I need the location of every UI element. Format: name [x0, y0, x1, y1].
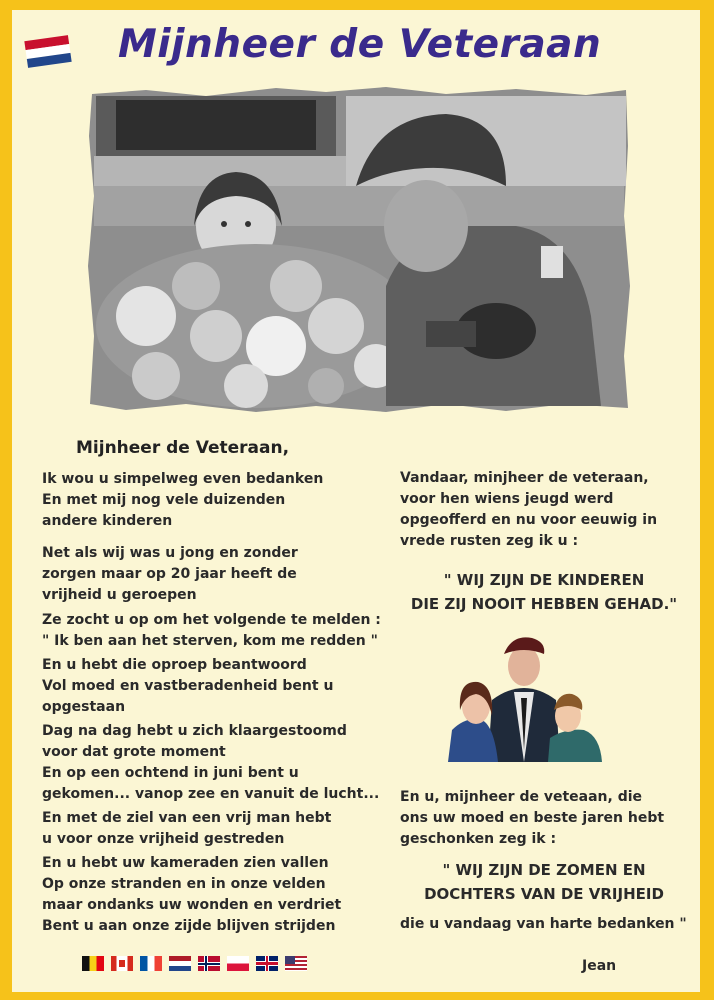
quote-children: " WIJ ZIJN DE KINDEREN DIE ZIJ NOOIT HEBBEN GEHAD."	[410, 571, 678, 613]
left-paragraph: En u hebt uw kameraden zien vallen Op onze stranden en in onze velden maar ondanks uw wonden en verdriet Bent u aan onze zijde blijven strijden	[42, 855, 342, 934]
left-paragraph: Ze zocht u op om het volgende te melden : " Ik ben aan het sterven, kom me redden "	[42, 612, 381, 649]
left-paragraph: Net als wij was u jong en zonder zorgen maar op 20 jaar heeft de vrijheid u geroepen	[42, 545, 298, 603]
closing-line: die u vandaag van harte bedanken "	[400, 916, 687, 932]
netherlands-flag-icon	[169, 956, 191, 971]
quote-freedom: " WIJ ZIJN DE ZOMEN EN DOCHTERS VAN DE VRIJHEID	[424, 861, 664, 903]
usa-flag-icon	[285, 956, 307, 971]
salutation: Mijnheer de Veteraan,	[76, 438, 290, 458]
right-paragraph: En u, mijnheer de veteaan, die ons uw moed en beste jaren hebt geschonken zeg ik :	[400, 789, 665, 847]
right-paragraph: Vandaar, minjheer de veteraan, voor hen wiens jeugd werd opgeofferd en nu voor eeuwig in vrede rusten zeg ik u :	[400, 470, 658, 549]
page-title: Mijnheer de Veteraan	[118, 22, 602, 67]
belgium-flag-icon	[82, 956, 104, 971]
norway-flag-icon	[198, 956, 220, 971]
veteran-children-photo	[448, 630, 604, 762]
left-paragraph: En u hebt die oproep beantwoord Vol moed en vastberadenheid bent u opgestaan	[42, 657, 334, 715]
left-paragraph: Dag na dag hebt u zich klaargestoomd voor dat grote moment En op een ochtend in juni bent u gekomen... vanop zee en vanuit de lucht...	[42, 723, 380, 802]
uk-flag-icon	[256, 956, 278, 971]
canada-flag-icon	[111, 956, 133, 971]
poland-flag-icon	[227, 956, 249, 971]
left-paragraph: Ik wou u simpelweg even bedanken En met mij nog vele duizenden andere kinderen	[42, 471, 324, 529]
france-flag-icon	[140, 956, 162, 971]
veteran-girl-flowers-photo	[86, 86, 631, 414]
allied-flags-row	[82, 956, 307, 971]
left-paragraph: En met de ziel van een vrij man hebt u voor onze vrijheid gestreden	[42, 810, 332, 847]
signature: Jean	[582, 958, 617, 974]
